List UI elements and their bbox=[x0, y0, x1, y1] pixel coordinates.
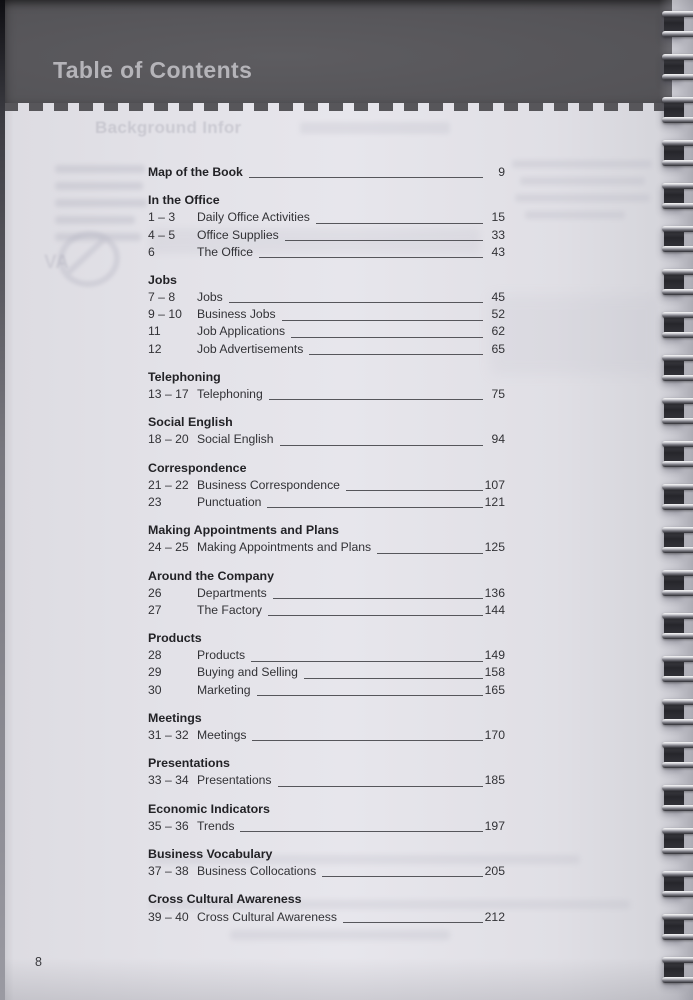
toc-row bbox=[148, 431, 505, 448]
spiral-binding-coil bbox=[662, 698, 693, 726]
spiral-binding-coil bbox=[662, 870, 693, 898]
ghost-showthrough bbox=[515, 194, 650, 202]
entry-page-number: 45 bbox=[491, 290, 505, 305]
entry-unit-numbers: 9 – 10 bbox=[148, 307, 182, 322]
leader-line bbox=[278, 786, 483, 787]
binding-wire bbox=[662, 332, 693, 338]
entry-title: Daily Office Activities bbox=[197, 210, 310, 225]
section-heading: Products bbox=[148, 631, 202, 646]
entry-page-number: 136 bbox=[484, 585, 505, 600]
spiral-binding-coil bbox=[662, 225, 693, 253]
entry-page-number: 107 bbox=[484, 477, 505, 492]
entry-unit-numbers: 29 bbox=[148, 665, 162, 680]
binding-wire bbox=[662, 54, 693, 60]
spiral-binding-coil bbox=[662, 10, 693, 38]
spiral-binding-coil bbox=[662, 53, 693, 81]
entry-unit-numbers: 28 bbox=[148, 648, 162, 663]
section-heading: In the Office bbox=[148, 193, 220, 208]
entry-unit-numbers: 24 – 25 bbox=[148, 540, 189, 555]
entry-page-number: 144 bbox=[484, 602, 505, 617]
entry-unit-numbers: 23 bbox=[148, 494, 162, 509]
binding-wire bbox=[662, 977, 693, 983]
entry-page-number: 9 bbox=[498, 164, 505, 179]
entry-unit-numbers: 18 – 20 bbox=[148, 432, 189, 447]
toc-row bbox=[148, 665, 505, 682]
entry-title: The Office bbox=[197, 244, 253, 259]
entry-title: Jobs bbox=[197, 290, 223, 305]
binding-wire bbox=[662, 656, 693, 662]
spiral-binding-coil bbox=[662, 182, 693, 210]
binding-wire bbox=[662, 719, 693, 725]
leader-line bbox=[316, 223, 483, 224]
leader-line bbox=[259, 257, 483, 258]
binding-wire bbox=[662, 805, 693, 811]
toc-row bbox=[148, 164, 505, 181]
ghost-showthrough bbox=[300, 122, 450, 134]
spiral-binding-coil bbox=[662, 440, 693, 468]
page-left-edge-shadow bbox=[0, 0, 5, 1000]
spiral-binding-coil bbox=[662, 526, 693, 554]
entry-title: Business Collocations bbox=[197, 864, 317, 879]
binding-wire bbox=[662, 11, 693, 17]
section-heading: Around the Company bbox=[148, 568, 274, 583]
leader-line bbox=[322, 876, 483, 877]
entry-unit-numbers: 13 – 17 bbox=[148, 387, 189, 402]
entry-unit-numbers: 31 – 32 bbox=[148, 728, 189, 743]
entry-page-number: 52 bbox=[491, 307, 505, 322]
entry-unit-numbers: 1 – 3 bbox=[148, 210, 176, 225]
section-heading: Presentations bbox=[148, 756, 230, 771]
binding-wire bbox=[662, 957, 693, 963]
leader-line bbox=[249, 177, 483, 178]
leader-line bbox=[257, 695, 483, 696]
toc-row bbox=[148, 647, 505, 664]
binding-wire bbox=[662, 934, 693, 940]
ghost-showthrough bbox=[520, 177, 645, 185]
binding-wire bbox=[662, 613, 693, 619]
spiral-binding-coil bbox=[662, 268, 693, 296]
toc-row bbox=[148, 306, 505, 323]
entry-unit-numbers: 30 bbox=[148, 682, 162, 697]
header-perforated-edge bbox=[4, 103, 667, 111]
spiral-binding-coil bbox=[662, 354, 693, 382]
section-heading: Meetings bbox=[148, 710, 202, 725]
leader-line bbox=[304, 678, 483, 679]
section-heading: Correspondence bbox=[148, 460, 247, 475]
leader-line bbox=[252, 740, 483, 741]
binding-wire bbox=[662, 375, 693, 381]
toc-row bbox=[148, 539, 505, 556]
entry-title: Map of the Book bbox=[148, 164, 243, 179]
leader-line bbox=[309, 354, 483, 355]
ghost-showthrough bbox=[525, 211, 625, 219]
spiral-binding-coil bbox=[662, 569, 693, 597]
binding-wire bbox=[662, 140, 693, 146]
leader-line bbox=[268, 615, 483, 616]
entry-page-number: 185 bbox=[484, 773, 505, 788]
toc-row bbox=[148, 386, 505, 403]
entry-page-number: 62 bbox=[491, 324, 505, 339]
binding-wire bbox=[662, 289, 693, 295]
entry-title: Trends bbox=[197, 818, 235, 833]
entry-title: Office Supplies bbox=[197, 227, 279, 242]
binding-wire bbox=[662, 633, 693, 639]
entry-title: Buying and Selling bbox=[197, 665, 298, 680]
toc-row bbox=[148, 244, 505, 261]
toc-row bbox=[148, 772, 505, 789]
toc-row bbox=[148, 477, 505, 494]
page-number: 8 bbox=[35, 955, 42, 969]
entry-title: Cross Cultural Awareness bbox=[197, 909, 337, 924]
section-heading: Telephoning bbox=[148, 369, 221, 384]
entry-unit-numbers: 33 – 34 bbox=[148, 773, 189, 788]
section-heading: Business Vocabulary bbox=[148, 847, 273, 861]
toc-row bbox=[148, 818, 505, 835]
spiral-binding-coil bbox=[662, 96, 693, 124]
binding-wire bbox=[662, 504, 693, 510]
entry-page-number: 43 bbox=[491, 244, 505, 259]
entry-unit-numbers: 7 – 8 bbox=[148, 290, 176, 305]
leader-line bbox=[291, 337, 483, 338]
leader-line bbox=[280, 445, 483, 446]
spiral-binding-coil bbox=[662, 655, 693, 683]
ghost-showthrough bbox=[512, 160, 652, 168]
binding-wire bbox=[662, 676, 693, 682]
entry-unit-numbers: 6 bbox=[148, 244, 155, 259]
entry-page-number: 125 bbox=[484, 540, 505, 555]
entry-title: The Factory bbox=[197, 602, 263, 617]
binding-wire bbox=[662, 527, 693, 533]
binding-wire bbox=[662, 590, 693, 596]
binding-wire bbox=[662, 269, 693, 275]
entry-unit-numbers: 26 bbox=[148, 585, 162, 600]
leader-line bbox=[346, 490, 483, 491]
entry-title: Punctuation bbox=[197, 494, 262, 509]
binding-wire bbox=[662, 398, 693, 404]
entry-title: Job Advertisements bbox=[197, 341, 304, 356]
binding-wire bbox=[662, 699, 693, 705]
entry-page-number: 121 bbox=[484, 494, 505, 509]
binding-wire bbox=[662, 160, 693, 166]
section-heading: Jobs bbox=[148, 272, 177, 287]
binding-wire bbox=[662, 312, 693, 318]
spiral-binding-coil bbox=[662, 311, 693, 339]
toc-row bbox=[148, 227, 505, 244]
entry-page-number: 165 bbox=[484, 682, 505, 697]
entry-title: Business Correspondence bbox=[197, 477, 340, 492]
leader-line bbox=[273, 598, 483, 599]
entry-title: Telephoning bbox=[197, 387, 263, 402]
entry-unit-numbers: 11 bbox=[148, 324, 161, 339]
entry-page-number: 212 bbox=[484, 909, 505, 924]
binding-wire bbox=[662, 418, 693, 424]
table-of-contents bbox=[148, 164, 505, 926]
ghost-showthrough bbox=[55, 199, 147, 207]
toc-row bbox=[148, 585, 505, 602]
entry-page-number: 205 bbox=[484, 864, 505, 879]
section-heading: Cross Cultural Awareness bbox=[148, 892, 302, 907]
ghost-showthrough-heading: Background Infor bbox=[95, 118, 242, 137]
page-title: Table of Contents bbox=[53, 57, 253, 83]
leader-line bbox=[343, 922, 483, 923]
binding-wire bbox=[662, 97, 693, 103]
ghost-showthrough bbox=[55, 216, 135, 224]
entry-unit-numbers: 12 bbox=[148, 341, 162, 356]
entry-page-number: 65 bbox=[491, 341, 505, 356]
leader-line bbox=[377, 553, 483, 554]
toc-row bbox=[148, 289, 505, 306]
binding-wire bbox=[662, 914, 693, 920]
toc-row bbox=[148, 682, 505, 699]
spiral-binding-coil bbox=[662, 956, 693, 984]
binding-wire bbox=[662, 848, 693, 854]
leader-line bbox=[269, 399, 483, 400]
leader-line bbox=[285, 240, 483, 241]
entry-page-number: 158 bbox=[484, 665, 505, 680]
toc-row bbox=[148, 494, 505, 511]
spiral-binding bbox=[659, 0, 693, 1000]
entry-title: Departments bbox=[197, 585, 267, 600]
binding-wire bbox=[662, 785, 693, 791]
spiral-binding-coil bbox=[662, 483, 693, 511]
binding-wire bbox=[662, 762, 693, 768]
binding-wire bbox=[662, 891, 693, 897]
binding-wire bbox=[662, 246, 693, 252]
entry-title: Presentations bbox=[197, 773, 272, 788]
binding-wire bbox=[662, 871, 693, 877]
toc-row bbox=[148, 209, 505, 226]
entry-title: Meetings bbox=[197, 728, 247, 743]
entry-unit-numbers: 21 – 22 bbox=[148, 477, 189, 492]
entry-page-number: 15 bbox=[491, 210, 505, 225]
spiral-binding-coil bbox=[662, 612, 693, 640]
entry-page-number: 94 bbox=[491, 432, 505, 447]
spiral-binding-coil bbox=[662, 139, 693, 167]
entry-unit-numbers: 27 bbox=[148, 602, 162, 617]
spiral-binding-coil bbox=[662, 784, 693, 812]
section-heading: Making Appointments and Plans bbox=[148, 523, 339, 538]
leader-line bbox=[251, 661, 483, 662]
section-heading: Economic Indicators bbox=[148, 801, 270, 816]
ghost-logo-letters: VA bbox=[44, 252, 69, 273]
entry-unit-numbers: 4 – 5 bbox=[148, 227, 176, 242]
entry-page-number: 170 bbox=[484, 728, 505, 743]
binding-wire bbox=[662, 828, 693, 834]
header-band bbox=[0, 0, 672, 103]
binding-wire bbox=[662, 461, 693, 467]
binding-wire bbox=[662, 742, 693, 748]
entry-title: Business Jobs bbox=[197, 307, 276, 322]
binding-wire bbox=[662, 441, 693, 447]
toc-row bbox=[148, 727, 505, 744]
entry-title: Products bbox=[197, 648, 246, 663]
toc-row bbox=[148, 341, 505, 358]
binding-wire bbox=[662, 117, 693, 123]
ghost-showthrough bbox=[55, 182, 143, 190]
ghost-showthrough bbox=[490, 295, 660, 375]
toc-row bbox=[148, 863, 505, 880]
binding-wire bbox=[662, 203, 693, 209]
leader-line bbox=[267, 507, 483, 508]
entry-title: Job Applications bbox=[197, 324, 286, 339]
binding-wire bbox=[662, 74, 693, 80]
entry-unit-numbers: 35 – 36 bbox=[148, 818, 189, 833]
binding-wire bbox=[662, 355, 693, 361]
leader-line bbox=[240, 831, 483, 832]
spiral-binding-coil bbox=[662, 913, 693, 941]
entry-title: Marketing bbox=[197, 682, 251, 697]
entry-title: Making Appointments and Plans bbox=[197, 540, 372, 555]
binding-wire bbox=[662, 484, 693, 490]
toc-row bbox=[148, 602, 505, 619]
binding-wire bbox=[662, 547, 693, 553]
toc-row bbox=[148, 324, 505, 341]
binding-wire bbox=[662, 31, 693, 37]
ghost-showthrough bbox=[55, 165, 145, 173]
entry-page-number: 149 bbox=[484, 648, 505, 663]
entry-unit-numbers: 39 – 40 bbox=[148, 909, 189, 924]
entry-page-number: 197 bbox=[484, 818, 505, 833]
binding-wire bbox=[662, 183, 693, 189]
spiral-binding-coil bbox=[662, 397, 693, 425]
entry-title: Social English bbox=[197, 432, 274, 447]
toc-row bbox=[148, 909, 505, 926]
entry-unit-numbers: 37 – 38 bbox=[148, 864, 189, 879]
binding-wire bbox=[662, 570, 693, 576]
spiral-binding-coil bbox=[662, 827, 693, 855]
entry-page-number: 75 bbox=[491, 387, 505, 402]
ghost-showthrough bbox=[230, 930, 450, 940]
section-heading: Social English bbox=[148, 415, 233, 430]
entry-page-number: 33 bbox=[491, 227, 505, 242]
spiral-binding-coil bbox=[662, 741, 693, 769]
binding-wire bbox=[662, 226, 693, 232]
leader-line bbox=[282, 320, 483, 321]
leader-line bbox=[229, 302, 483, 303]
